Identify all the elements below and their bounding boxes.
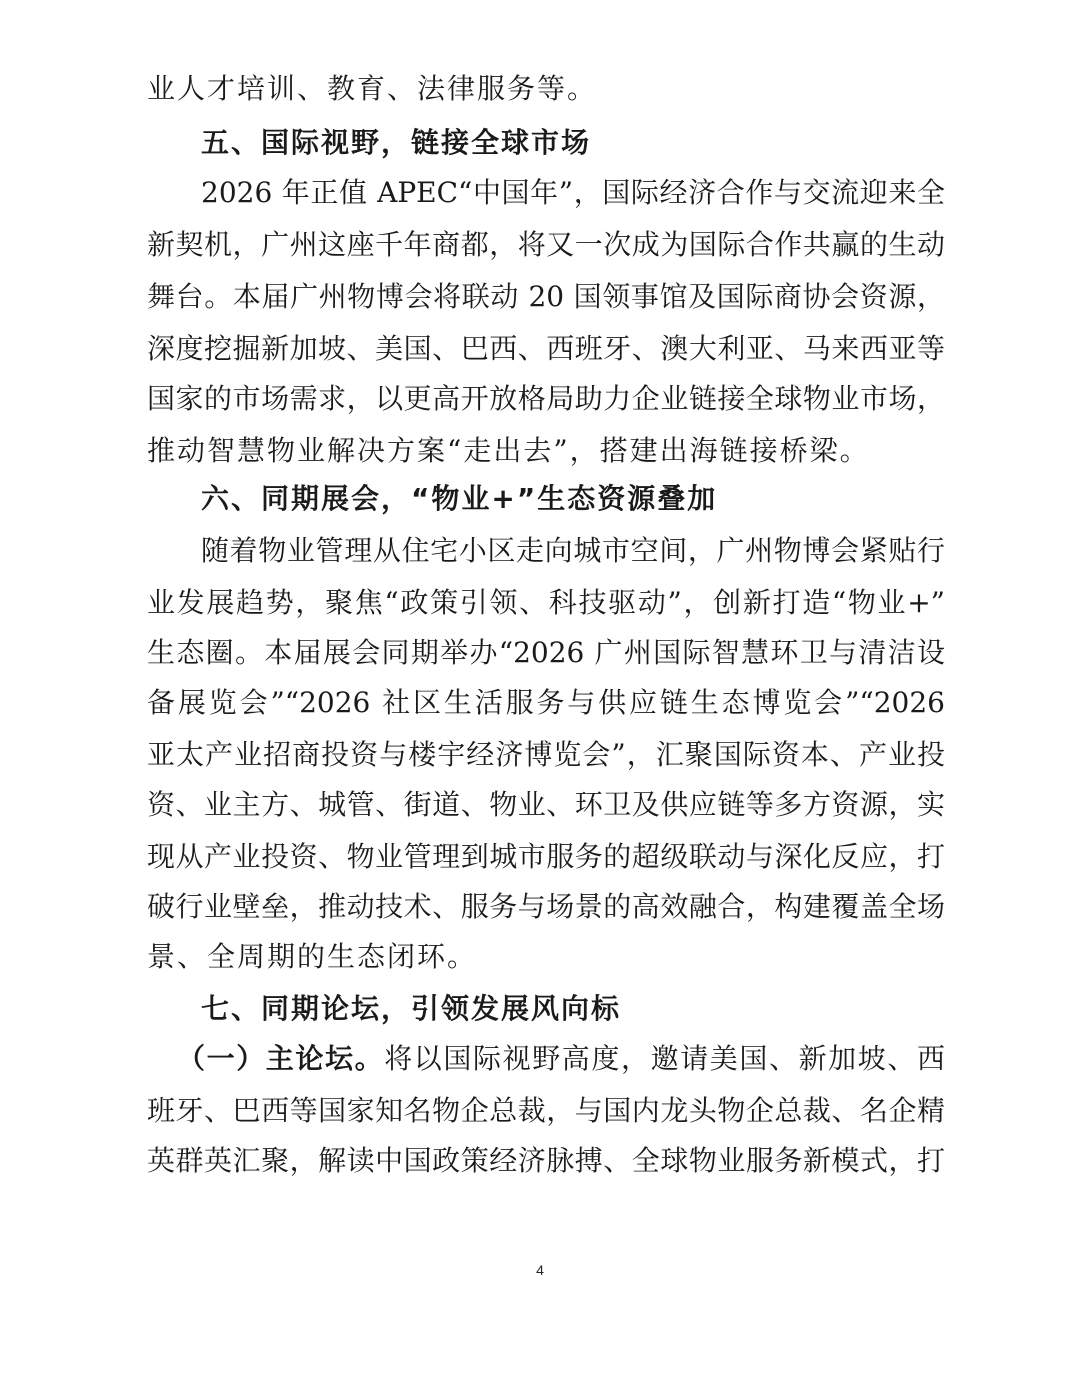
body-run: 将以国际视野高度，邀请美国、新加坡、西 xyxy=(384,1042,945,1075)
section-heading-5: 五、国际视野，链接全球市场 xyxy=(201,126,592,159)
page-number: 4 xyxy=(536,1262,544,1278)
body-line: 资、业主方、城管、街道、物业、环卫及供应链等多方资源，实 xyxy=(147,788,945,821)
section-heading-6: 六、同期展会，“物业+”生态资源叠加 xyxy=(201,482,718,515)
body-line: 景、全周期的生态闭环。 xyxy=(147,940,478,973)
body-line: 生态圈。本届展会同期举办“2026 广州国际智慧环卫与清洁设 xyxy=(147,636,945,669)
body-line: 业人才培训、教育、法律服务等。 xyxy=(147,72,598,105)
section-heading-7: 七、同期论坛，引领发展风向标 xyxy=(201,992,622,1025)
body-line: 新契机，广州这座千年商都，将又一次成为国际合作共赢的生动 xyxy=(147,228,945,261)
subsection-label: （一）主论坛。 xyxy=(177,1042,385,1075)
body-line: 备展览会”“2026 社区生活服务与供应链生态博览会”“2026 xyxy=(147,686,945,719)
body-line: 现从产业投资、物业管理到城市服务的超级联动与深化反应，打 xyxy=(147,840,945,873)
body-line: 破行业壁垒，推动技术、服务与场景的高效融合，构建覆盖全场 xyxy=(147,890,945,923)
body-line: 深度挖掘新加坡、美国、巴西、西班牙、澳大利亚、马来西亚等 xyxy=(147,332,945,365)
body-line: 亚太产业招商投资与楼宇经济博览会”，汇聚国际资本、产业投 xyxy=(147,738,945,771)
body-line: 随着物业管理从住宅小区走向城市空间，广州物博会紧贴行 xyxy=(201,534,945,567)
body-line: 国家的市场需求，以更高开放格局助力企业链接全球物业市场， xyxy=(147,382,945,415)
body-line: 业发展趋势，聚焦“政策引领、科技驱动”，创新打造“物业+” xyxy=(147,586,945,619)
body-line: 英群英汇聚，解读中国政策经济脉搏、全球物业服务新模式，打 xyxy=(147,1144,945,1177)
body-line: 推动智慧物业解决方案“走出去”，搭建出海链接桥梁。 xyxy=(147,434,870,467)
body-line: 舞台。本届广州物博会将联动 20 国领事馆及国际商协会资源， xyxy=(147,280,945,313)
body-line xyxy=(177,1032,945,1086)
body-line: 2026 年正值 APEC“中国年”，国际经济合作与交流迎来全 xyxy=(201,176,945,209)
body-line: 班牙、巴西等国家知名物企总裁，与国内龙头物企总裁、名企精 xyxy=(147,1094,945,1127)
